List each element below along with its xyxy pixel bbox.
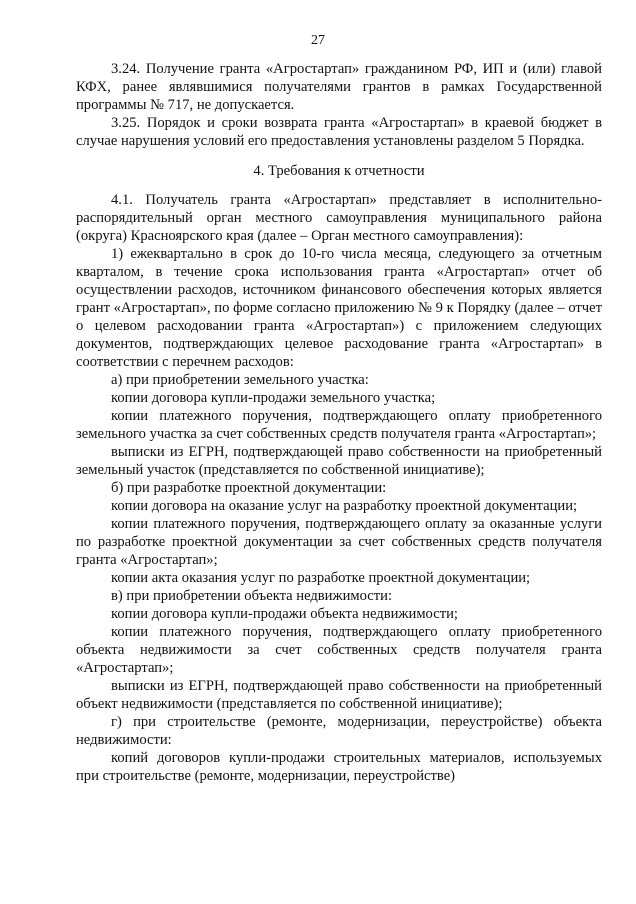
list-item: копий договоров купли-продажи строительных материалов, используемых при строительстве (ремонте, модернизации, переустройстве) (76, 750, 602, 784)
list-item: копии договора купли-продажи объекта недвижимости; (111, 606, 458, 622)
subitem-v: в) при приобретении объекта недвижимости: (111, 588, 393, 604)
paragraph-4-1: 4.1. Получатель гранта «Агростартап» представляет в исполнительно-распорядительный орган местного самоуправления муниципального района (округа) Красноярского края (далее – Орган местного самоуправления): (76, 192, 602, 244)
document-body (76, 60, 602, 785)
section-heading: 4. Требования к отчетности (253, 163, 425, 179)
subitem-a: а) при приобретении земельного участка: (111, 372, 369, 388)
paragraph-3-25: 3.25. Порядок и сроки возврата гранта «Агростартап» в краевой бюджет в случае нарушения условий его предоставления установлены разделом 5 Порядка. (76, 115, 602, 149)
subitem-g: г) при строительстве (ремонте, модернизации, переустройстве) объекта недвижимости: (76, 714, 602, 748)
list-item: копии платежного поручения, подтверждающего оплату приобретенного земельного участка за счет собственных средств получателя гранта «Агростартап»; (76, 408, 602, 442)
list-item: выписки из ЕГРН, подтверждающей право собственности на приобретенный объект недвижимости (представляется по собственной инициативе); (76, 678, 602, 712)
list-item: копии платежного поручения, подтверждающего оплату за оказанные услуги по разработке проектной документации за счет собственных средств получателя гранта «Агростартап»; (76, 516, 602, 568)
page-number: 27 (311, 33, 325, 48)
list-item: копии акта оказания услуг по разработке проектной документации; (111, 570, 531, 586)
list-item: копии платежного поручения, подтверждающего оплату приобретенного объекта недвижимости за счет собственных средств получателя гранта «Агростартап»; (76, 624, 602, 676)
list-item: выписки из ЕГРН, подтверждающей право собственности на приобретенный земельный участок (представляется по собственной инициативе); (76, 444, 602, 478)
list-item: копии договора купли-продажи земельного участка; (111, 390, 436, 406)
list-item: копии договора на оказание услуг на разработку проектной документации; (111, 498, 578, 514)
paragraph-3-24: 3.24. Получение гранта «Агростартап» гражданином РФ, ИП и (или) главой КФХ, ранее являвшимися получателями грантов в рамках Государственной программы № 717, не допускается. (76, 61, 602, 113)
paragraph-item-1: 1) ежеквартально в срок до 10-го числа месяца, следующего за отчетным кварталом, в течение срока использования гранта «Агростартап» отчет об осуществлении расходов, источником финансового обеспечения которых является грант «Агростартап», по форме согласно приложению № 9 к Порядку (далее – отчет о целевом расходовании гранта «Агростартап») с приложением следующих документов, подтверждающих целевое расходование гранта «Агростартап» в соответствии с перечнем расходов: (76, 246, 602, 370)
subitem-b: б) при разработке проектной документации: (111, 480, 387, 496)
